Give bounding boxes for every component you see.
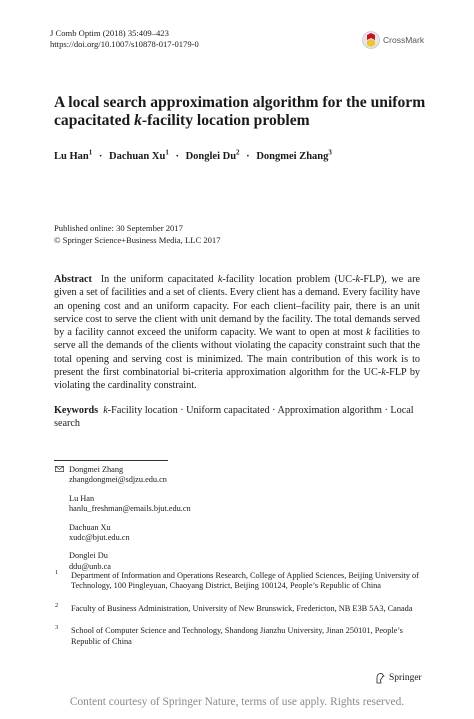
affiliation-item bbox=[55, 626, 420, 647]
contact-name: Dachuan Xu bbox=[69, 522, 111, 532]
author: Dachuan Xu$^1$ bbox=[109, 148, 169, 162]
contact-email[interactable]: ddu@unb.ca bbox=[69, 561, 111, 571]
contact-name: Dongmei Zhang bbox=[69, 465, 124, 474]
doi-link[interactable]: https://doi.org/10.1007/s10878-017-0179-0 bbox=[50, 39, 199, 49]
springer-horse-icon bbox=[374, 672, 386, 684]
contact-name: Donglei Du bbox=[69, 551, 108, 561]
contact-item bbox=[55, 465, 191, 486]
author-separator: · bbox=[98, 150, 103, 162]
published-date: Published online: 30 September 2017 bbox=[54, 223, 183, 233]
contact-email[interactable]: zhangdongmei@sdjzu.edu.cn bbox=[69, 475, 167, 485]
publication-info bbox=[54, 223, 221, 246]
paper-title bbox=[54, 94, 434, 130]
affiliation-number: 2 bbox=[55, 601, 59, 609]
journal-citation bbox=[50, 28, 199, 50]
courtesy-notice: Content courtesy of Springer Nature, terms of use apply. Rights reserved. bbox=[69, 696, 405, 708]
contact-email[interactable]: hanlu_freshman@emails.bjut.edu.cn bbox=[69, 504, 191, 514]
copyright: © Springer Science+Business Media, LLC 2017 bbox=[54, 234, 221, 245]
keywords: Keywords k-Facility location · Uniform capacitated · Approximation algorithm · Local search bbox=[54, 405, 414, 430]
affiliation-text: Faculty of Business Administration, University of New Brunswick, Fredericton, NB E3B 5A3, Canada bbox=[71, 603, 413, 613]
crossmark-label: CrossMark bbox=[383, 35, 425, 45]
affiliation-number: 1 bbox=[55, 569, 59, 576]
contact-name: Lu Han bbox=[69, 493, 95, 503]
author: Lu Han$^1$ bbox=[54, 148, 93, 162]
contact-item bbox=[55, 494, 191, 515]
affiliation-text: Department of Information and Operations Research, College of Applied Sciences, Beijing University of Technology, 100 Pingleyuan, Chaoyang District, Beijing 100124, People’s Republic of China bbox=[71, 571, 419, 591]
abstract-heading: Abstract bbox=[54, 274, 92, 285]
title-line-1: A local search approximation algorithm for the uniform bbox=[54, 94, 426, 111]
footnote-divider bbox=[54, 460, 168, 461]
author-separator: · bbox=[246, 150, 250, 162]
crossmark-badge[interactable] bbox=[362, 31, 424, 49]
affiliation-text: School of Computer Science and Technology, Shandong Jianzhu University, Jinan 250101, People’s Republic of China bbox=[71, 626, 403, 646]
author: Dongmei Zhang$^3$ bbox=[256, 148, 332, 162]
envelope-icon bbox=[55, 466, 64, 472]
contact-list bbox=[55, 465, 191, 580]
author-list bbox=[54, 148, 332, 162]
author: Donglei Du$^2$ bbox=[185, 148, 240, 162]
affiliation-number: 3 bbox=[55, 624, 59, 632]
publisher-logo bbox=[374, 672, 422, 684]
title-line-2: capacitated k-facility location problem bbox=[54, 112, 310, 129]
affiliation-list bbox=[55, 571, 420, 659]
keywords-heading: Keywords bbox=[54, 405, 99, 416]
affiliation-item bbox=[55, 571, 420, 592]
publisher-name: Springer bbox=[389, 673, 422, 683]
contact-email[interactable]: xudc@bjut.edu.cn bbox=[69, 533, 130, 543]
affiliation-item bbox=[55, 601, 420, 614]
author-separator: · bbox=[175, 150, 179, 162]
abstract: Abstract In the uniform capacitated k-facility location problem (UC-k-FLP), we are given a set of facilities and a set of clients. Every client has a demand. Every facility have an opening cost and an uniform capacity. For each client–facility pair, there is an unit service cost to serve the client with unit demand by the facility. The total demands served by a facility cannot exceed the uniform capacity. We want to open at most k facilities to serve all the demands of the clients without violating the capacity constraint such that the total opening and serving cost is minimized. The main contribution of this work is to present the first combinatorial bi-criteria approximation algorithm for the UC-k-FLP by violating the cardinality constraint. bbox=[54, 274, 421, 392]
contact-item bbox=[55, 523, 191, 544]
contact-item bbox=[55, 551, 191, 572]
journal-line: J Comb Optim (2018) 35:409–423 bbox=[50, 28, 169, 38]
crossmark-icon bbox=[362, 31, 380, 49]
